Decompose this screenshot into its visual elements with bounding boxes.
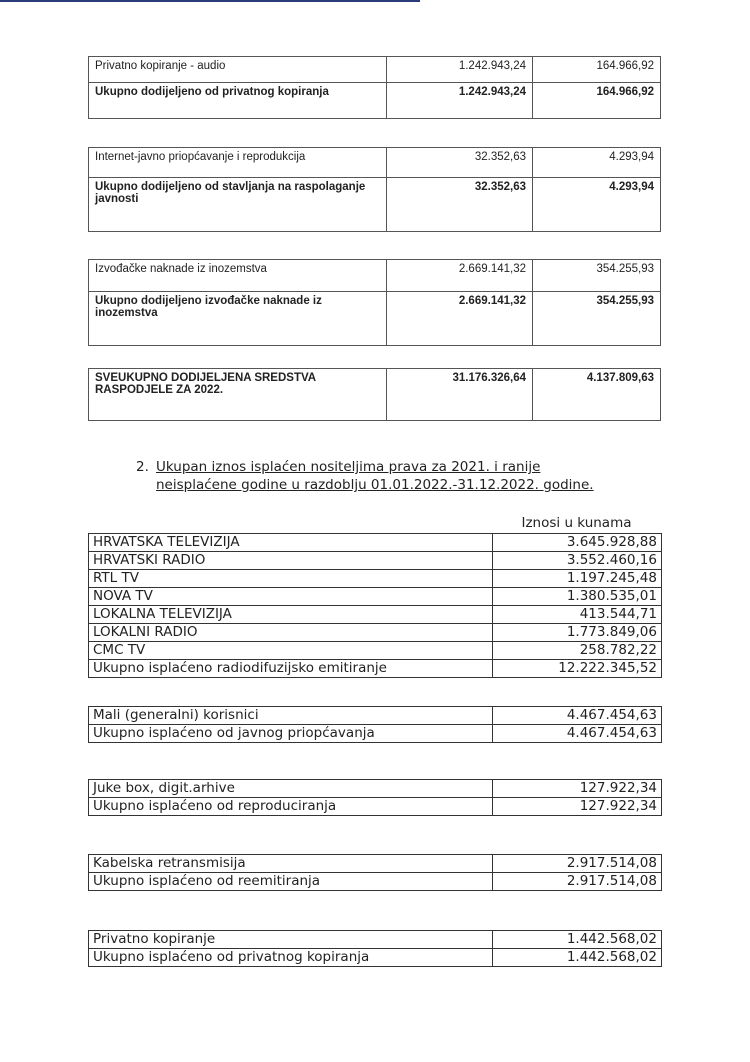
row-value-1: 1.242.943,24: [387, 83, 533, 119]
row-value: 3.552.460,16: [493, 552, 662, 570]
table-row: [89, 57, 661, 83]
row-value-2: 4.293,94: [533, 148, 661, 178]
row-value: 1.773.849,06: [493, 624, 662, 642]
row-label: Ukupno isplaćeno od javnog priopćavanja: [89, 725, 493, 743]
row-label: RTL TV: [89, 570, 493, 588]
row-label: Internet-javno priopćavanje i reprodukcija: [89, 148, 387, 178]
row-label: CMC TV: [89, 642, 493, 660]
table-row: [89, 873, 662, 891]
row-label: LOKALNI RADIO: [89, 624, 493, 642]
table-row: [89, 624, 662, 642]
table-row: [89, 552, 662, 570]
row-label: SVEUKUPNO DODIJELJENA SREDSTVA RASPODJELE ZA 2022.: [89, 369, 387, 421]
row-label: HRVATSKA TELEVIZIJA: [89, 534, 493, 552]
row-value: 413.544,71: [493, 606, 662, 624]
row-value-2: 354.255,93: [533, 260, 661, 292]
row-label: Privatno kopiranje: [89, 931, 493, 949]
table-broadcasting-paid: [88, 533, 662, 678]
row-value: 3.645.928,88: [493, 534, 662, 552]
row-value: 4.467.454,63: [493, 707, 662, 725]
table-row: [89, 178, 661, 232]
row-value: 2.917.514,08: [493, 873, 662, 891]
row-value: 127.922,34: [493, 780, 662, 798]
row-value: 258.782,22: [493, 642, 662, 660]
table-private-copying-paid: [88, 930, 662, 967]
section-title-line-1: Ukupan iznos isplaćen nositeljima prava za 2021. i ranije: [156, 459, 541, 475]
row-value-2: 354.255,93: [533, 292, 661, 346]
table-row: [89, 588, 662, 606]
table-row: [89, 606, 662, 624]
row-value-1: 1.242.943,24: [387, 57, 533, 83]
table-retransmission-paid: [88, 854, 662, 891]
row-value: 1.380.535,01: [493, 588, 662, 606]
table-row: [89, 534, 662, 552]
section-title-line-2: neisplaćene godine u razdoblju 01.01.2022.-31.12.2022. godine.: [156, 477, 594, 493]
row-label: Ukupno dodijeljeno od stavljanja na raspolaganje javnosti: [89, 178, 387, 232]
row-label: Mali (generalni) korisnici: [89, 707, 493, 725]
row-label: Ukupno isplaćeno radiodifuzijsko emitiranje: [89, 660, 493, 678]
row-label: Juke box, digit.arhive: [89, 780, 493, 798]
row-value-1: 2.669.141,32: [387, 292, 533, 346]
table-row: [89, 780, 662, 798]
table-row: [89, 707, 662, 725]
row-value: 1.442.568,02: [493, 931, 662, 949]
row-value: 1.197.245,48: [493, 570, 662, 588]
table-private-copying-allocated: [88, 56, 661, 119]
table-row: [89, 660, 662, 678]
row-label: HRVATSKI RADIO: [89, 552, 493, 570]
row-label: LOKALNA TELEVIZIJA: [89, 606, 493, 624]
table-row: [89, 798, 662, 816]
amounts-caption: Iznosi u kunama: [521, 515, 632, 531]
row-label: Privatno kopiranje - audio: [89, 57, 387, 83]
table-row: [89, 148, 661, 178]
table-row: [89, 949, 662, 967]
row-value-2: 4.137.809,63: [533, 369, 661, 421]
row-label: Ukupno dodijeljeno od privatnog kopiranja: [89, 83, 387, 119]
section-number: 2.: [136, 459, 149, 475]
top-border-line: [0, 0, 420, 2]
table-reproduction-paid: [88, 779, 662, 816]
row-value: 1.442.568,02: [493, 949, 662, 967]
row-value-1: 32.352,63: [387, 148, 533, 178]
row-value: 2.917.514,08: [493, 855, 662, 873]
row-value-1: 31.176.326,64: [387, 369, 533, 421]
row-label: Izvođačke naknade iz inozemstva: [89, 260, 387, 292]
table-row: [89, 725, 662, 743]
section-heading: [136, 458, 696, 494]
row-value: 127.922,34: [493, 798, 662, 816]
table-grand-total-allocated: [88, 368, 661, 421]
table-row: [89, 292, 661, 346]
row-label: Ukupno isplaćeno od reproduciranja: [89, 798, 493, 816]
row-value-2: 4.293,94: [533, 178, 661, 232]
table-row: [89, 855, 662, 873]
table-public-communication-paid: [88, 706, 662, 743]
row-value: 4.467.454,63: [493, 725, 662, 743]
row-label: Kabelska retransmisija: [89, 855, 493, 873]
row-value-1: 32.352,63: [387, 178, 533, 232]
row-label: Ukupno isplaćeno od reemitiranja: [89, 873, 493, 891]
row-label: Ukupno isplaćeno od privatnog kopiranja: [89, 949, 493, 967]
table-row: [89, 642, 662, 660]
row-value: 12.222.345,52: [493, 660, 662, 678]
row-value-2: 164.966,92: [533, 57, 661, 83]
row-label: Ukupno dodijeljeno izvođačke naknade iz inozemstva: [89, 292, 387, 346]
row-value-1: 2.669.141,32: [387, 260, 533, 292]
row-value-2: 164.966,92: [533, 83, 661, 119]
table-row: [89, 931, 662, 949]
table-foreign-fees-allocated: [88, 259, 661, 346]
table-internet-allocated: [88, 147, 661, 232]
table-row: [89, 570, 662, 588]
table-row: [89, 260, 661, 292]
row-label: NOVA TV: [89, 588, 493, 606]
table-row: [89, 83, 661, 119]
table-row: [89, 369, 661, 421]
